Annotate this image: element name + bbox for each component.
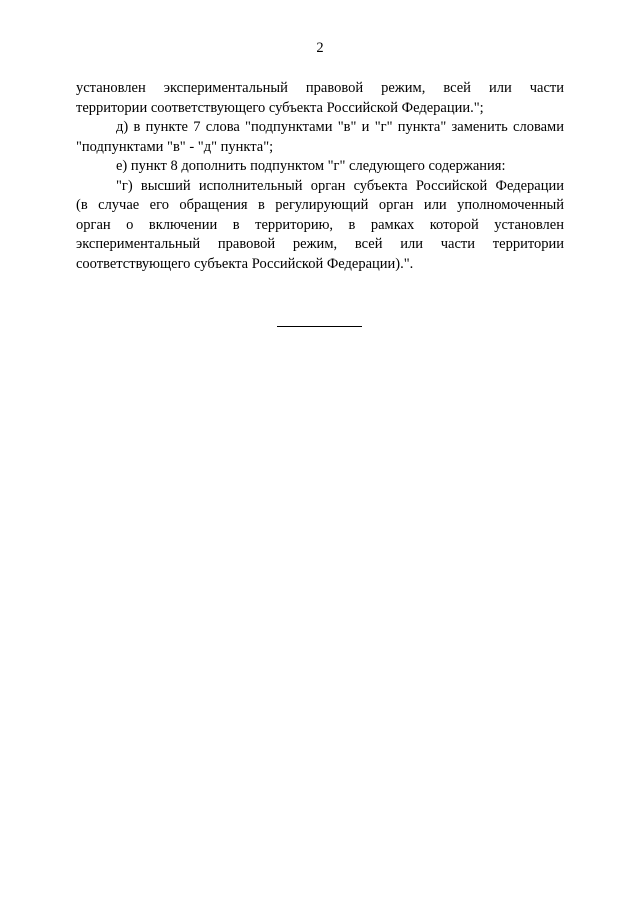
text-line: территории соответствующего субъекта Российской Федерации."; — [76, 99, 484, 116]
document-body — [76, 79, 564, 274]
text-line: е) пункт 8 дополнить подпунктом "г" следующего содержания: — [116, 158, 506, 174]
paragraph-subitem-g — [76, 177, 564, 275]
text-line: установлен экспериментальный правовой режим, всей или части — [76, 80, 564, 96]
text-line: орган о включении в территорию, в рамках которой установлен — [76, 216, 564, 233]
text-line: "г) высший исполнительный орган субъекта Российской Федерации — [116, 177, 564, 194]
text-line: соответствующего субъекта Российской Федерации).". — [76, 255, 414, 272]
text-line: экспериментальный правовой режим, всей или части территории — [76, 236, 564, 252]
closing-rule — [277, 326, 362, 327]
paragraph-item-e — [76, 157, 564, 177]
paragraph-continuation — [76, 79, 564, 118]
paragraph-item-d — [76, 118, 564, 157]
page-number: 2 — [316, 40, 324, 56]
text-line: "подпунктами "в" - "д" пункта"; — [76, 138, 274, 155]
text-line: (в случае его обращения в регулирующий орган или уполномоченный — [76, 197, 564, 213]
text-line: д) в пункте 7 слова "подпунктами "в" и "г" пункта" заменить словами — [116, 119, 564, 135]
